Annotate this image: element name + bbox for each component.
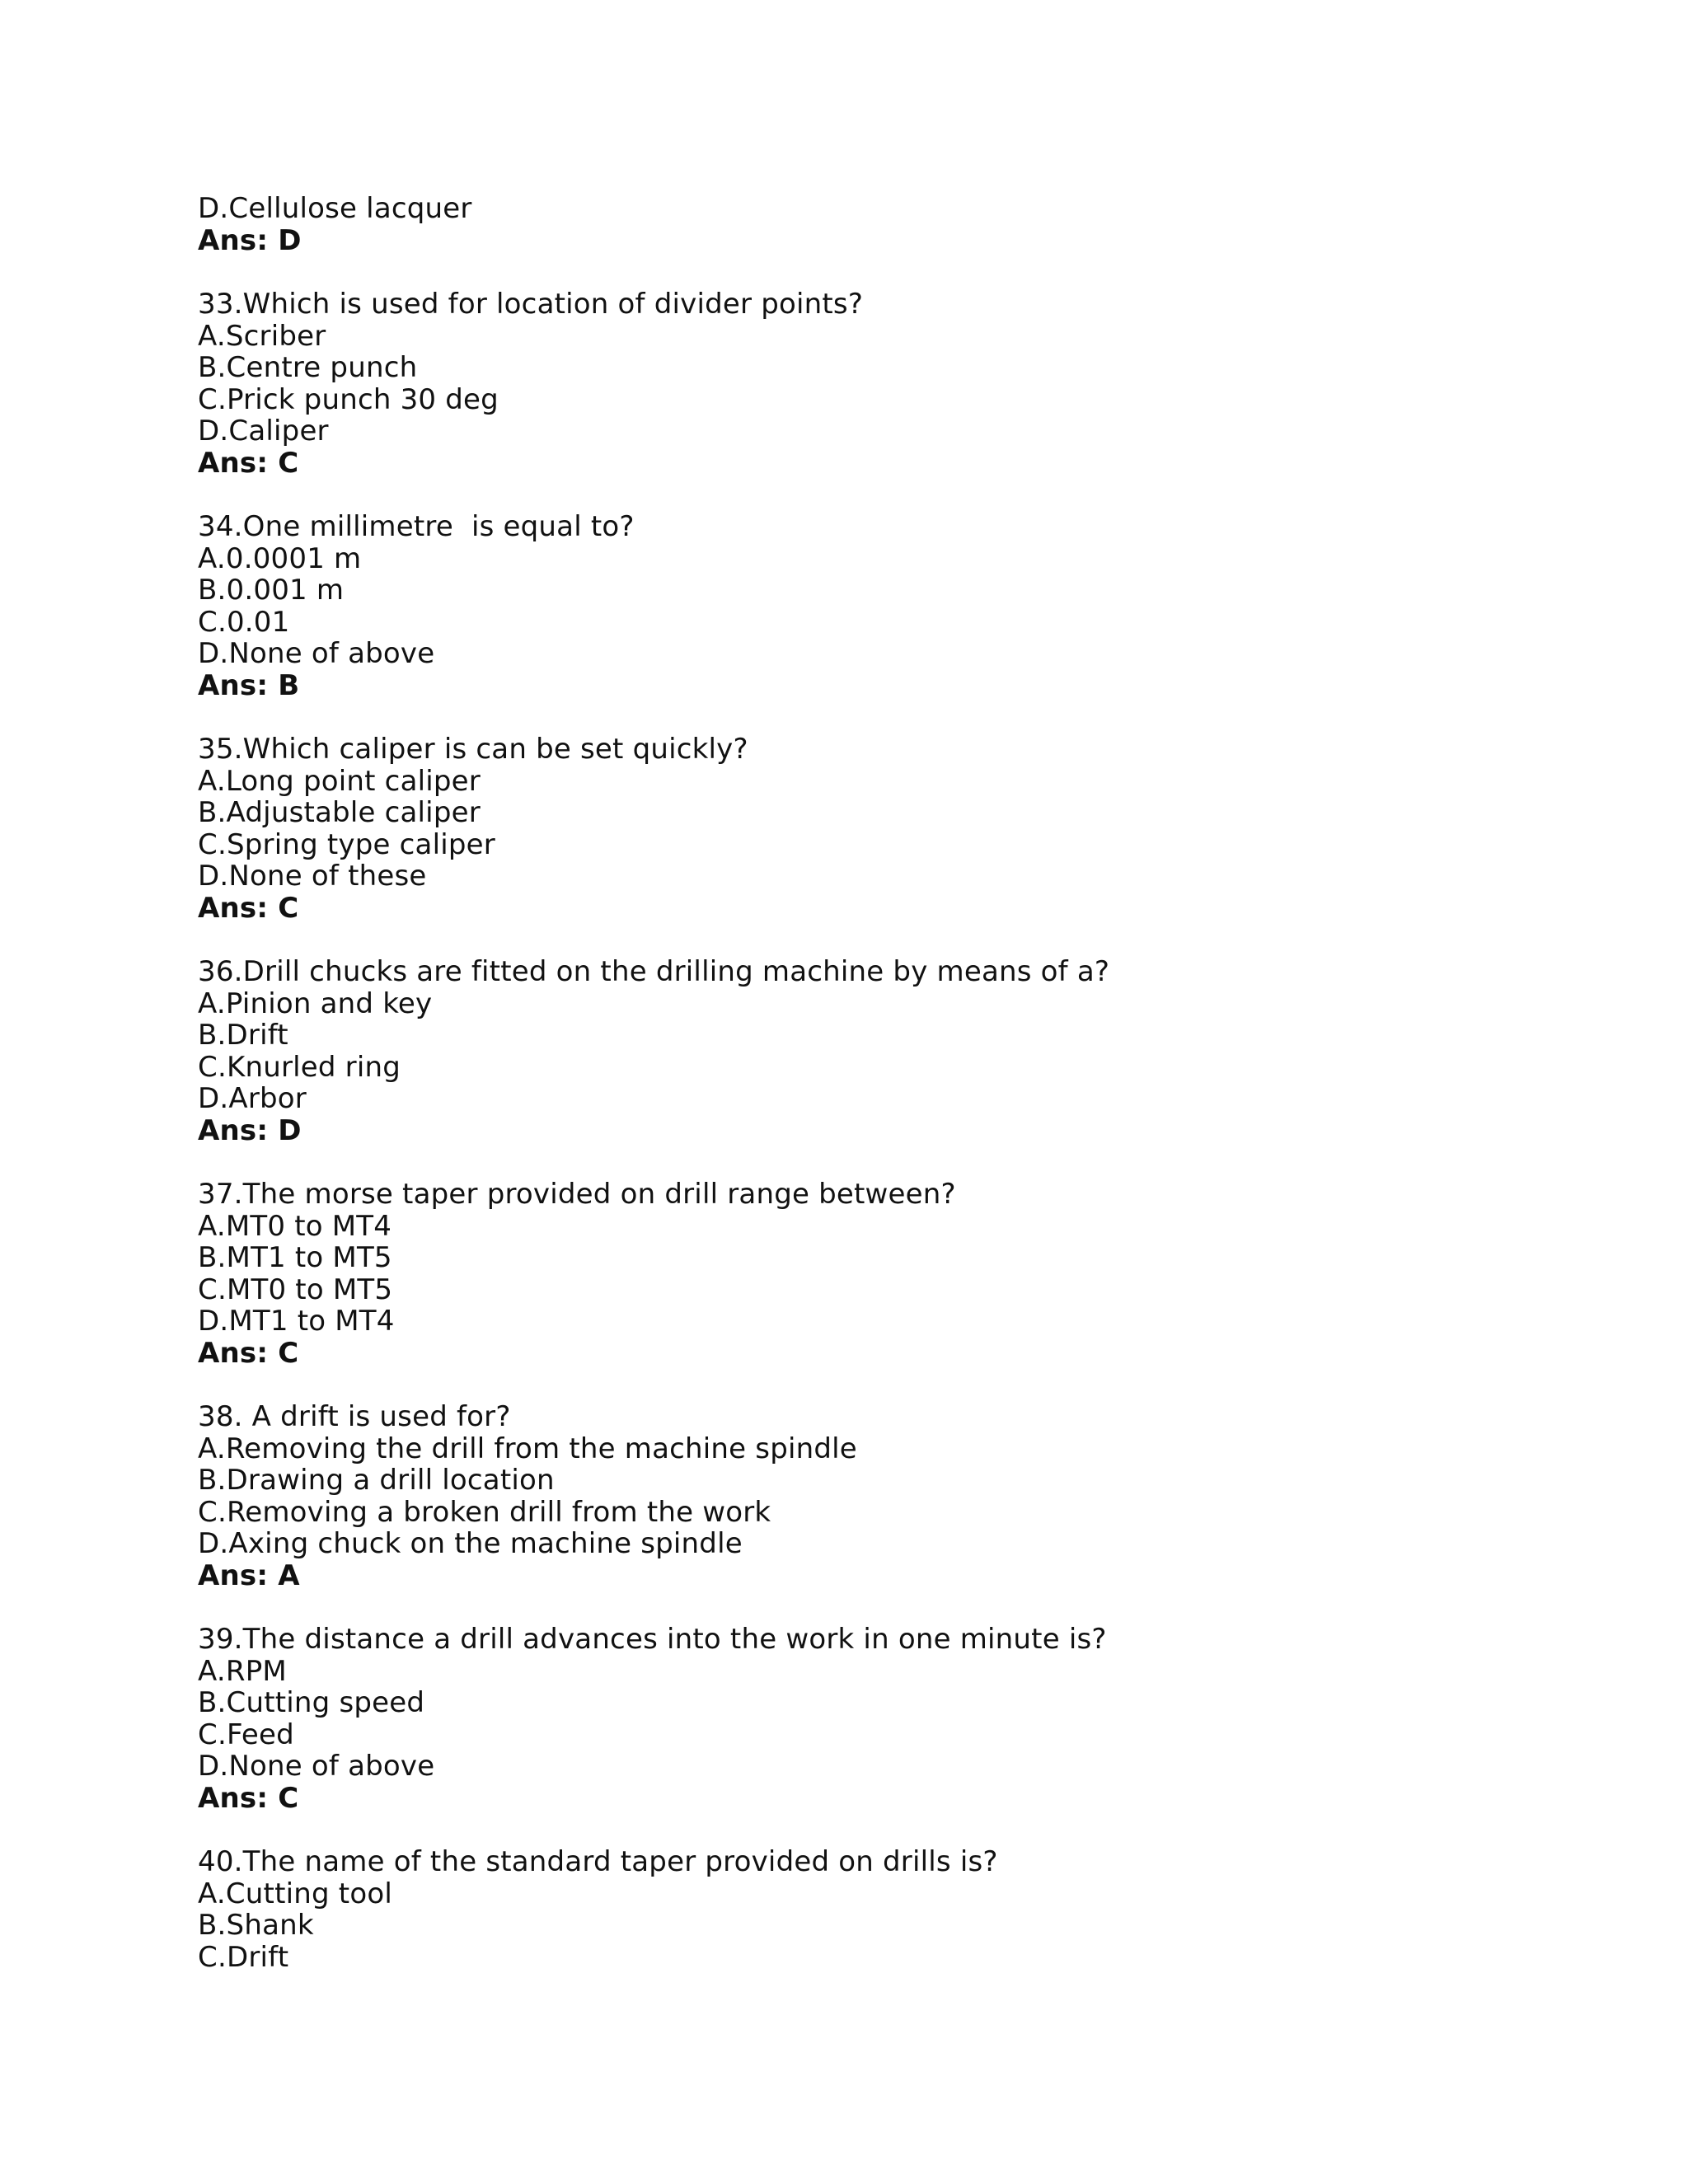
question-block-40 xyxy=(198,1846,1599,1973)
option-line: B.MT1 to MT5 xyxy=(198,1241,392,1274)
question-block-34 xyxy=(198,511,1599,701)
question-text: 37.The morse taper provided on drill range between? xyxy=(198,1178,956,1211)
answer-line: Ans: D xyxy=(198,223,302,257)
answer-line: Ans: C xyxy=(198,1781,299,1815)
option-line: C.Removing a broken drill from the work xyxy=(198,1495,771,1529)
question-block-36 xyxy=(198,956,1599,1146)
option-line: A.MT0 to MT4 xyxy=(198,1209,392,1243)
option-line: C.Feed xyxy=(198,1718,294,1751)
option-line: D.MT1 to MT4 xyxy=(198,1305,395,1338)
option-line: D.None of above xyxy=(198,1750,435,1783)
document-page xyxy=(198,193,1599,2005)
option-line: C.Spring type caliper xyxy=(198,827,495,861)
option-line: B.Centre punch xyxy=(198,351,418,384)
question-block-39 xyxy=(198,1624,1599,1814)
question-text: 33.Which is used for location of divider points? xyxy=(198,288,864,321)
option-line: C.Drift xyxy=(198,1940,289,1974)
option-line: A.Scriber xyxy=(198,319,326,353)
question-block-37 xyxy=(198,1179,1599,1369)
option-line: B.Adjustable caliper xyxy=(198,796,481,829)
option-line: B.Cutting speed xyxy=(198,1686,425,1719)
answer-line: Ans: B xyxy=(198,668,300,702)
option-line: D.Cellulose lacquer xyxy=(198,192,472,225)
question-text: 38. A drift is used for? xyxy=(198,1400,511,1433)
option-line: B.Drift xyxy=(198,1019,288,1052)
question-block-38 xyxy=(198,1401,1599,1591)
question-text: 36.Drill chucks are fitted on the drilling machine by means of a? xyxy=(198,955,1110,988)
answer-line: Ans: C xyxy=(198,891,299,925)
answer-line: Ans: C xyxy=(198,446,299,480)
option-line: D.None of these xyxy=(198,860,427,893)
option-line: B.Drawing a drill location xyxy=(198,1464,555,1497)
question-block-33 xyxy=(198,288,1599,479)
option-line: A.Long point caliper xyxy=(198,764,481,798)
option-line: C.MT0 to MT5 xyxy=(198,1272,393,1306)
question-text: 40.The name of the standard taper provided on drills is? xyxy=(198,1845,998,1878)
option-line: D.Axing chuck on the machine spindle xyxy=(198,1527,743,1560)
option-line: C.Knurled ring xyxy=(198,1050,401,1084)
option-line: A.Cutting tool xyxy=(198,1877,392,1910)
question-text: 35.Which caliper is can be set quickly? xyxy=(198,733,748,766)
answer-line: Ans: A xyxy=(198,1558,300,1592)
option-line: D.Arbor xyxy=(198,1082,307,1115)
option-line: C.Prick punch 30 deg xyxy=(198,382,499,416)
option-line: B.Shank xyxy=(198,1909,314,1942)
question-block-35 xyxy=(198,733,1599,924)
option-line: D.Caliper xyxy=(198,415,329,448)
answer-line: Ans: C xyxy=(198,1336,299,1370)
option-line: A.Removing the drill from the machine spindle xyxy=(198,1432,857,1465)
option-line: A.0.0001 m xyxy=(198,541,362,575)
question-text: 39.The distance a drill advances into the work in one minute is? xyxy=(198,1623,1107,1656)
option-line: B.0.001 m xyxy=(198,574,345,607)
option-line: D.None of above xyxy=(198,637,435,670)
option-line: C.0.01 xyxy=(198,605,290,639)
option-line: A.RPM xyxy=(198,1654,287,1688)
answer-line: Ans: D xyxy=(198,1113,302,1147)
intro-block xyxy=(198,193,1599,256)
question-text: 34.One millimetre is equal to? xyxy=(198,510,635,543)
option-line: A.Pinion and key xyxy=(198,987,433,1020)
